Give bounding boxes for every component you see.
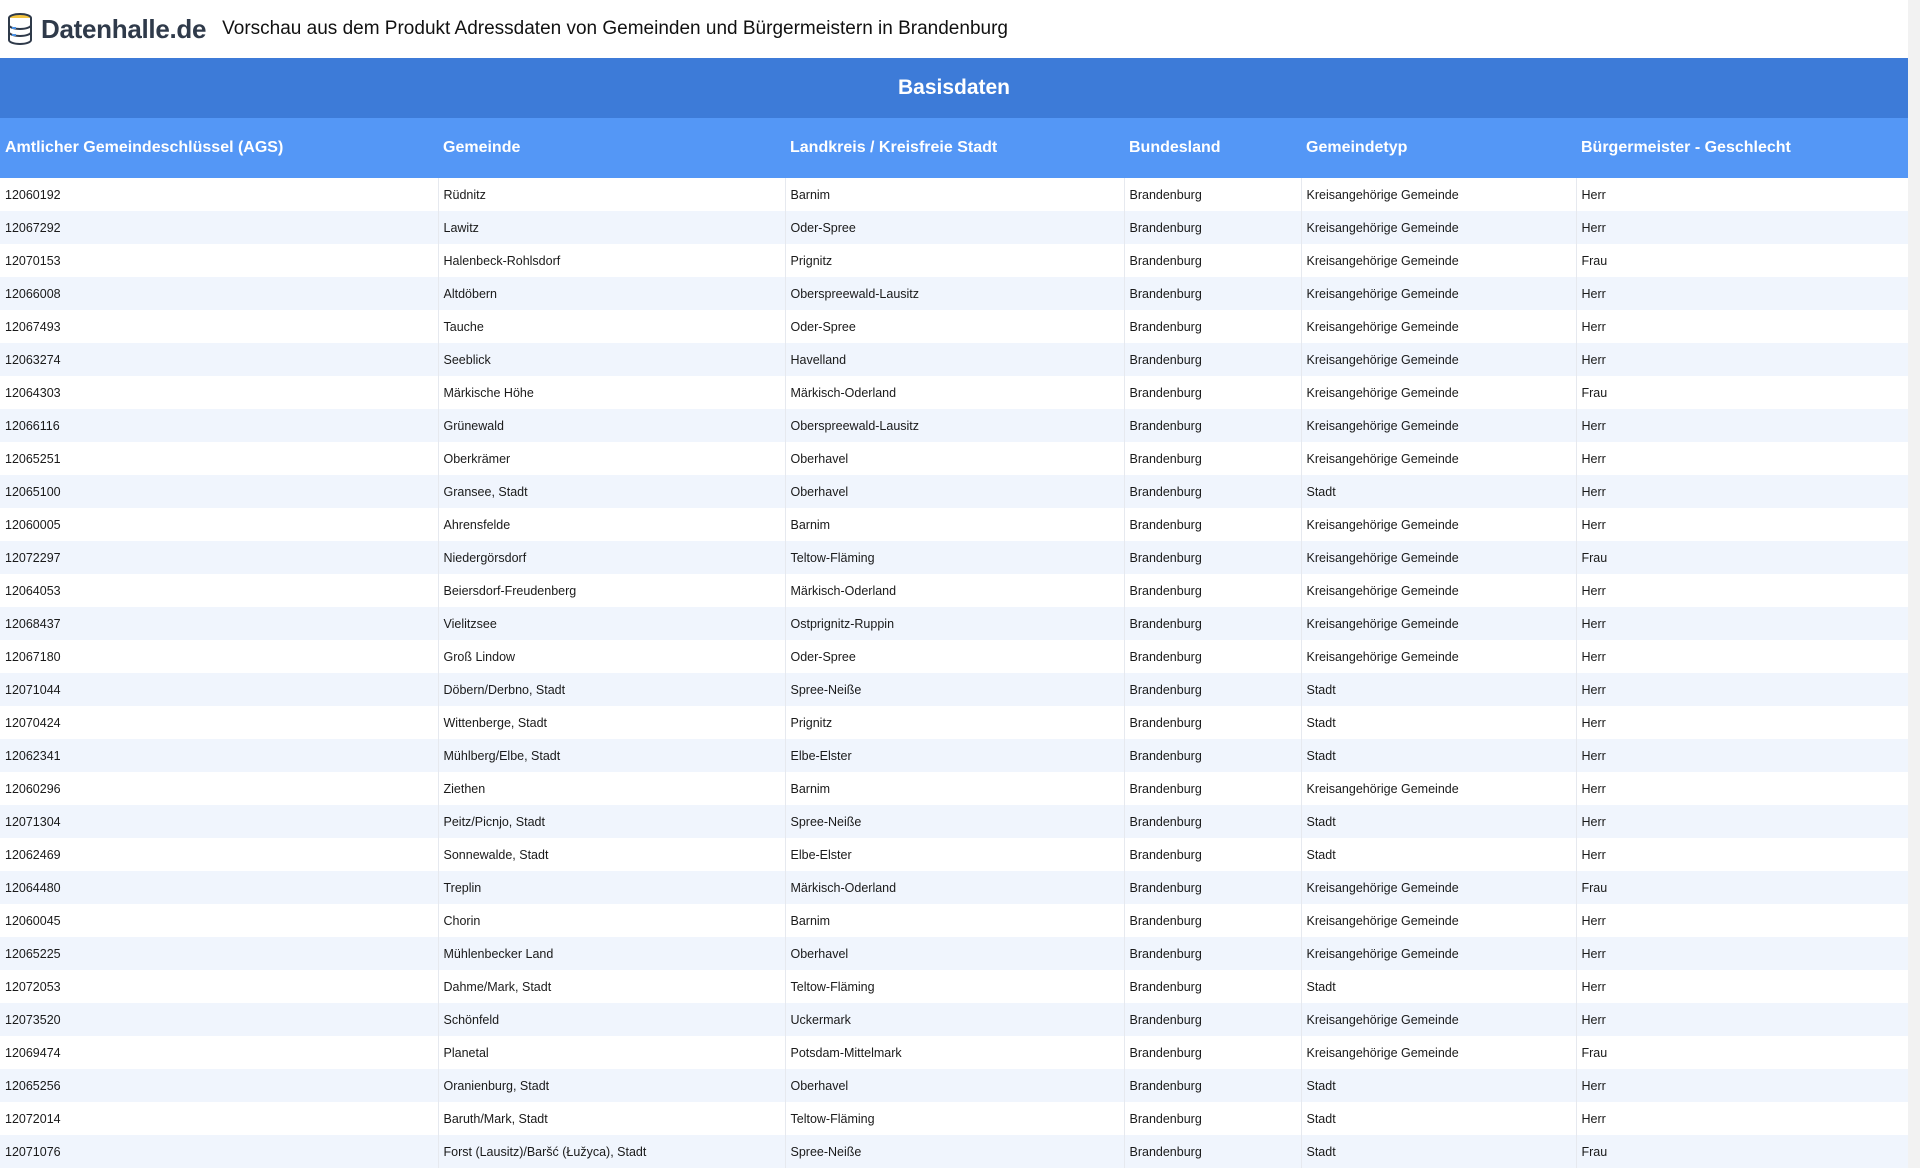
cell-gemeinde: Schönfeld <box>438 1003 785 1036</box>
cell-gemeindetyp: Kreisangehörige Gemeinde <box>1301 772 1576 805</box>
cell-gemeinde: Ziethen <box>438 772 785 805</box>
cell-gemeindetyp: Kreisangehörige Gemeinde <box>1301 409 1576 442</box>
section-title: Basisdaten <box>0 58 1908 118</box>
cell-gemeindetyp: Kreisangehörige Gemeinde <box>1301 937 1576 970</box>
cell-gemeinde: Altdöbern <box>438 277 785 310</box>
cell-ags: 12069474 <box>0 1036 438 1069</box>
cell-gemeinde: Lawitz <box>438 211 785 244</box>
page-title: Vorschau aus dem Produkt Adressdaten von Gemeinden und Bürgermeistern in Brandenburg <box>222 18 1008 39</box>
cell-ags: 12067292 <box>0 211 438 244</box>
cell-bundesland: Brandenburg <box>1124 409 1301 442</box>
cell-gemeinde: Döbern/Derbno, Stadt <box>438 673 785 706</box>
cell-ags: 12065251 <box>0 442 438 475</box>
cell-gemeinde: Oberkrämer <box>438 442 785 475</box>
table-row <box>0 640 1908 673</box>
cell-gemeindetyp: Stadt <box>1301 838 1576 871</box>
cell-gemeinde: Rüdnitz <box>438 178 785 211</box>
cell-geschlecht: Herr <box>1576 211 1908 244</box>
cell-geschlecht: Herr <box>1576 607 1908 640</box>
cell-landkreis: Prignitz <box>785 244 1124 277</box>
cell-gemeindetyp: Kreisangehörige Gemeinde <box>1301 541 1576 574</box>
cell-geschlecht: Herr <box>1576 574 1908 607</box>
cell-bundesland: Brandenburg <box>1124 1069 1301 1102</box>
table-row <box>0 541 1908 574</box>
cell-ags: 12060296 <box>0 772 438 805</box>
cell-ags: 12068437 <box>0 607 438 640</box>
cell-gemeindetyp: Stadt <box>1301 805 1576 838</box>
cell-bundesland: Brandenburg <box>1124 1036 1301 1069</box>
table-row <box>0 937 1908 970</box>
cell-bundesland: Brandenburg <box>1124 178 1301 211</box>
cell-ags: 12073520 <box>0 1003 438 1036</box>
cell-landkreis: Barnim <box>785 178 1124 211</box>
cell-landkreis: Oder-Spree <box>785 211 1124 244</box>
cell-gemeinde: Baruth/Mark, Stadt <box>438 1102 785 1135</box>
column-header-gemeindetyp[interactable]: Gemeindetyp <box>1301 118 1576 178</box>
cell-landkreis: Barnim <box>785 904 1124 937</box>
cell-gemeindetyp: Stadt <box>1301 970 1576 1003</box>
cell-gemeindetyp: Kreisangehörige Gemeinde <box>1301 442 1576 475</box>
cell-gemeindetyp: Stadt <box>1301 1135 1576 1168</box>
cell-geschlecht: Herr <box>1576 673 1908 706</box>
cell-bundesland: Brandenburg <box>1124 805 1301 838</box>
cell-bundesland: Brandenburg <box>1124 871 1301 904</box>
cell-gemeindetyp: Stadt <box>1301 673 1576 706</box>
cell-gemeinde: Planetal <box>438 1036 785 1069</box>
table-row <box>0 508 1908 541</box>
cell-gemeindetyp: Stadt <box>1301 475 1576 508</box>
cell-ags: 12064053 <box>0 574 438 607</box>
column-header-gemeinde[interactable]: Gemeinde <box>438 118 785 178</box>
cell-bundesland: Brandenburg <box>1124 772 1301 805</box>
cell-gemeinde: Wittenberge, Stadt <box>438 706 785 739</box>
cell-geschlecht: Frau <box>1576 541 1908 574</box>
cell-ags: 12062469 <box>0 838 438 871</box>
table-row <box>0 706 1908 739</box>
cell-gemeindetyp: Kreisangehörige Gemeinde <box>1301 211 1576 244</box>
table-row <box>0 310 1908 343</box>
cell-landkreis: Oberhavel <box>785 442 1124 475</box>
table-row <box>0 376 1908 409</box>
table-row <box>0 1102 1908 1135</box>
data-table <box>0 118 1908 1168</box>
cell-geschlecht: Herr <box>1576 772 1908 805</box>
table-row <box>0 343 1908 376</box>
cell-geschlecht: Herr <box>1576 442 1908 475</box>
cell-landkreis: Barnim <box>785 772 1124 805</box>
cell-ags: 12062341 <box>0 739 438 772</box>
page-header <box>0 0 1920 58</box>
cell-gemeinde: Dahme/Mark, Stadt <box>438 970 785 1003</box>
cell-landkreis: Prignitz <box>785 706 1124 739</box>
cell-landkreis: Oberspreewald-Lausitz <box>785 277 1124 310</box>
table-row <box>0 970 1908 1003</box>
cell-bundesland: Brandenburg <box>1124 640 1301 673</box>
cell-gemeindetyp: Kreisangehörige Gemeinde <box>1301 310 1576 343</box>
cell-geschlecht: Herr <box>1576 1102 1908 1135</box>
cell-gemeinde: Beiersdorf-Freudenberg <box>438 574 785 607</box>
cell-landkreis: Barnim <box>785 508 1124 541</box>
cell-geschlecht: Herr <box>1576 178 1908 211</box>
cell-gemeinde: Forst (Lausitz)/Baršć (Łužyca), Stadt <box>438 1135 785 1168</box>
cell-geschlecht: Herr <box>1576 640 1908 673</box>
cell-geschlecht: Herr <box>1576 475 1908 508</box>
cell-bundesland: Brandenburg <box>1124 244 1301 277</box>
cell-landkreis: Märkisch-Oderland <box>785 871 1124 904</box>
cell-bundesland: Brandenburg <box>1124 904 1301 937</box>
cell-geschlecht: Herr <box>1576 937 1908 970</box>
table-row <box>0 1003 1908 1036</box>
table-row <box>0 772 1908 805</box>
cell-gemeindetyp: Stadt <box>1301 1069 1576 1102</box>
cell-landkreis: Oberspreewald-Lausitz <box>785 409 1124 442</box>
table-row <box>0 475 1908 508</box>
cell-bundesland: Brandenburg <box>1124 607 1301 640</box>
cell-bundesland: Brandenburg <box>1124 970 1301 1003</box>
cell-gemeindetyp: Kreisangehörige Gemeinde <box>1301 244 1576 277</box>
cell-gemeinde: Ahrensfelde <box>438 508 785 541</box>
cell-bundesland: Brandenburg <box>1124 673 1301 706</box>
cell-landkreis: Oberhavel <box>785 1069 1124 1102</box>
cell-landkreis: Spree-Neiße <box>785 805 1124 838</box>
cell-gemeinde: Märkische Höhe <box>438 376 785 409</box>
cell-gemeindetyp: Kreisangehörige Gemeinde <box>1301 508 1576 541</box>
cell-bundesland: Brandenburg <box>1124 475 1301 508</box>
cell-landkreis: Havelland <box>785 343 1124 376</box>
cell-bundesland: Brandenburg <box>1124 442 1301 475</box>
cell-bundesland: Brandenburg <box>1124 376 1301 409</box>
cell-landkreis: Elbe-Elster <box>785 739 1124 772</box>
cell-gemeinde: Treplin <box>438 871 785 904</box>
table-row <box>0 1135 1908 1168</box>
cell-ags: 12072297 <box>0 541 438 574</box>
cell-ags: 12072053 <box>0 970 438 1003</box>
cell-ags: 12071076 <box>0 1135 438 1168</box>
column-header-ags[interactable]: Amtlicher Gemeindeschlüssel (AGS) <box>0 118 438 178</box>
cell-ags: 12063274 <box>0 343 438 376</box>
cell-gemeindetyp: Kreisangehörige Gemeinde <box>1301 640 1576 673</box>
cell-bundesland: Brandenburg <box>1124 706 1301 739</box>
cell-bundesland: Brandenburg <box>1124 343 1301 376</box>
cell-ags: 12060192 <box>0 178 438 211</box>
cell-bundesland: Brandenburg <box>1124 310 1301 343</box>
table-row <box>0 1036 1908 1069</box>
cell-geschlecht: Herr <box>1576 904 1908 937</box>
cell-landkreis: Oder-Spree <box>785 640 1124 673</box>
cell-landkreis: Elbe-Elster <box>785 838 1124 871</box>
cell-gemeinde: Tauche <box>438 310 785 343</box>
cell-bundesland: Brandenburg <box>1124 211 1301 244</box>
cell-ags: 12065225 <box>0 937 438 970</box>
cell-ags: 12060005 <box>0 508 438 541</box>
cell-geschlecht: Herr <box>1576 1069 1908 1102</box>
cell-landkreis: Uckermark <box>785 1003 1124 1036</box>
cell-gemeinde: Seeblick <box>438 343 785 376</box>
cell-bundesland: Brandenburg <box>1124 1135 1301 1168</box>
cell-ags: 12067180 <box>0 640 438 673</box>
cell-gemeinde: Niedergörsdorf <box>438 541 785 574</box>
table-row <box>0 607 1908 640</box>
cell-ags: 12064480 <box>0 871 438 904</box>
cell-ags: 12060045 <box>0 904 438 937</box>
cell-bundesland: Brandenburg <box>1124 277 1301 310</box>
data-table-container <box>0 58 1920 1168</box>
cell-landkreis: Ostprignitz-Ruppin <box>785 607 1124 640</box>
cell-geschlecht: Frau <box>1576 1036 1908 1069</box>
cell-geschlecht: Herr <box>1576 706 1908 739</box>
cell-gemeindetyp: Kreisangehörige Gemeinde <box>1301 178 1576 211</box>
site-logo[interactable] <box>5 12 206 46</box>
cell-gemeinde: Gransee, Stadt <box>438 475 785 508</box>
cell-bundesland: Brandenburg <box>1124 574 1301 607</box>
cell-ags: 12066008 <box>0 277 438 310</box>
cell-landkreis: Spree-Neiße <box>785 1135 1124 1168</box>
table-row <box>0 277 1908 310</box>
cell-gemeindetyp: Kreisangehörige Gemeinde <box>1301 343 1576 376</box>
cell-gemeindetyp: Kreisangehörige Gemeinde <box>1301 1003 1576 1036</box>
cell-gemeinde: Chorin <box>438 904 785 937</box>
cell-geschlecht: Herr <box>1576 409 1908 442</box>
cell-gemeinde: Vielitzsee <box>438 607 785 640</box>
cell-ags: 12071044 <box>0 673 438 706</box>
cell-landkreis: Teltow-Fläming <box>785 1102 1124 1135</box>
cell-bundesland: Brandenburg <box>1124 937 1301 970</box>
cell-bundesland: Brandenburg <box>1124 838 1301 871</box>
cell-gemeindetyp: Kreisangehörige Gemeinde <box>1301 376 1576 409</box>
cell-gemeinde: Mühlberg/Elbe, Stadt <box>438 739 785 772</box>
column-header-bundesland[interactable]: Bundesland <box>1124 118 1301 178</box>
cell-gemeindetyp: Kreisangehörige Gemeinde <box>1301 871 1576 904</box>
cell-ags: 12072014 <box>0 1102 438 1135</box>
cell-geschlecht: Herr <box>1576 277 1908 310</box>
cell-ags: 12070424 <box>0 706 438 739</box>
cell-gemeinde: Sonnewalde, Stadt <box>438 838 785 871</box>
cell-geschlecht: Herr <box>1576 838 1908 871</box>
cell-gemeindetyp: Kreisangehörige Gemeinde <box>1301 1036 1576 1069</box>
cell-gemeindetyp: Stadt <box>1301 706 1576 739</box>
cell-landkreis: Potsdam-Mittelmark <box>785 1036 1124 1069</box>
table-row <box>0 211 1908 244</box>
cell-geschlecht: Herr <box>1576 805 1908 838</box>
cell-bundesland: Brandenburg <box>1124 1003 1301 1036</box>
cell-geschlecht: Herr <box>1576 970 1908 1003</box>
table-row <box>0 409 1908 442</box>
table-row <box>0 442 1908 475</box>
cell-gemeindetyp: Kreisangehörige Gemeinde <box>1301 904 1576 937</box>
cell-geschlecht: Frau <box>1576 871 1908 904</box>
cell-ags: 12070153 <box>0 244 438 277</box>
cell-gemeinde: Grünewald <box>438 409 785 442</box>
table-row <box>0 574 1908 607</box>
cell-geschlecht: Herr <box>1576 310 1908 343</box>
cell-landkreis: Oberhavel <box>785 475 1124 508</box>
cell-landkreis: Oberhavel <box>785 937 1124 970</box>
table-row <box>0 1069 1908 1102</box>
column-header-landkreis[interactable]: Landkreis / Kreisfreie Stadt <box>785 118 1124 178</box>
cell-geschlecht: Herr <box>1576 739 1908 772</box>
cell-landkreis: Teltow-Fläming <box>785 970 1124 1003</box>
cell-geschlecht: Frau <box>1576 376 1908 409</box>
cell-geschlecht: Herr <box>1576 343 1908 376</box>
cell-landkreis: Teltow-Fläming <box>785 541 1124 574</box>
table-row <box>0 838 1908 871</box>
cell-ags: 12071304 <box>0 805 438 838</box>
table-row <box>0 871 1908 904</box>
cell-ags: 12067493 <box>0 310 438 343</box>
cell-gemeinde: Halenbeck-Rohlsdorf <box>438 244 785 277</box>
cell-gemeinde: Groß Lindow <box>438 640 785 673</box>
cell-landkreis: Oder-Spree <box>785 310 1124 343</box>
cell-gemeinde: Peitz/Picnjo, Stadt <box>438 805 785 838</box>
cell-ags: 12065100 <box>0 475 438 508</box>
table-row <box>0 178 1908 211</box>
cell-landkreis: Märkisch-Oderland <box>785 574 1124 607</box>
cell-geschlecht: Herr <box>1576 508 1908 541</box>
cell-landkreis: Spree-Neiße <box>785 673 1124 706</box>
cell-gemeindetyp: Kreisangehörige Gemeinde <box>1301 607 1576 640</box>
table-row <box>0 673 1908 706</box>
cell-ags: 12066116 <box>0 409 438 442</box>
table-body <box>0 178 1908 1168</box>
table-row <box>0 805 1908 838</box>
cell-gemeindetyp: Stadt <box>1301 739 1576 772</box>
logo-text: Datenhalle.de <box>41 13 207 44</box>
table-header-row <box>0 118 1908 178</box>
cell-ags: 12065256 <box>0 1069 438 1102</box>
cell-geschlecht: Frau <box>1576 244 1908 277</box>
cell-bundesland: Brandenburg <box>1124 1102 1301 1135</box>
cell-gemeindetyp: Stadt <box>1301 1102 1576 1135</box>
database-stack-icon <box>5 12 37 46</box>
table-row <box>0 244 1908 277</box>
cell-gemeinde: Oranienburg, Stadt <box>438 1069 785 1102</box>
cell-geschlecht: Herr <box>1576 1003 1908 1036</box>
cell-bundesland: Brandenburg <box>1124 541 1301 574</box>
cell-geschlecht: Frau <box>1576 1135 1908 1168</box>
table-row <box>0 904 1908 937</box>
cell-landkreis: Märkisch-Oderland <box>785 376 1124 409</box>
cell-gemeinde: Mühlenbecker Land <box>438 937 785 970</box>
cell-bundesland: Brandenburg <box>1124 508 1301 541</box>
column-header-geschlecht[interactable]: Bürgermeister - Geschlecht <box>1576 118 1908 178</box>
table-row <box>0 739 1908 772</box>
cell-ags: 12064303 <box>0 376 438 409</box>
cell-gemeindetyp: Kreisangehörige Gemeinde <box>1301 574 1576 607</box>
cell-bundesland: Brandenburg <box>1124 739 1301 772</box>
cell-gemeindetyp: Kreisangehörige Gemeinde <box>1301 277 1576 310</box>
